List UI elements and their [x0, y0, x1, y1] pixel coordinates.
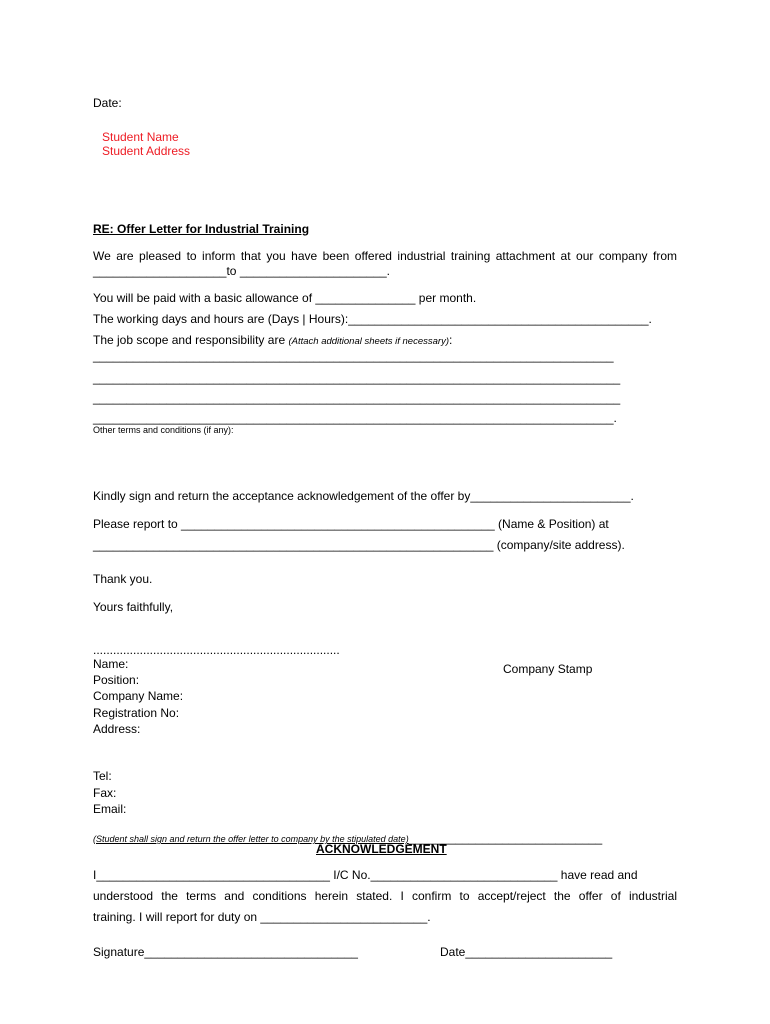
signature-line: Signature________________________________ — [93, 945, 358, 959]
allowance-line: You will be paid with a basic allowance of _______________ per month. — [93, 291, 477, 305]
job-scope-note: (Attach additional sheets if necessary) — [288, 336, 449, 347]
job-scope-label: The job scope and responsibility are — [93, 333, 289, 347]
other-terms-label: Other terms and conditions (if any): — [93, 425, 234, 435]
signer-name-label: Name: — [93, 657, 129, 671]
acknowledgement-line-2: understood the terms and conditions herein stated. I confirm to accept/reject the offer of industrial — [93, 889, 677, 903]
date-line: Date______________________ — [440, 945, 613, 959]
acknowledgement-line-3: training. I will report for duty on _________________________. — [93, 910, 431, 924]
job-scope-blank-2: _______________________________________________________________________________ — [93, 371, 621, 385]
signer-fax-label: Fax: — [93, 786, 117, 800]
student-name: Student Name — [102, 130, 179, 144]
signer-email-label: Email: — [93, 802, 127, 816]
job-scope-blank-4: ______________________________________________________________________________. — [93, 411, 617, 425]
yours-faithfully: Yours faithfully, — [93, 600, 174, 614]
job-scope-colon: : — [448, 333, 453, 347]
acceptance-line: Kindly sign and return the acceptance acknowledgement of the offer by________________________. — [93, 489, 634, 503]
signer-position-label: Position: — [93, 673, 140, 687]
signature-dots: .......................................................................... — [93, 643, 340, 657]
date-label: Date: — [93, 96, 122, 110]
student-address: Student Address — [102, 144, 191, 158]
job-scope-blank-1: ______________________________________________________________________________ — [93, 349, 614, 363]
thank-you: Thank you. — [93, 572, 153, 586]
report-line-1: Please report to _______________________________________________ (Name & Position) at — [93, 517, 609, 531]
intro-line-1: We are pleased to inform that you have been offered industrial training attachment at our company from — [93, 249, 677, 263]
student-note: (Student shall sign and return the offer letter to company by the stipulated date) — [93, 834, 409, 844]
company-stamp-label: Company Stamp — [503, 662, 593, 676]
intro-line-2: ____________________to ______________________. — [93, 264, 390, 278]
job-scope-blank-3: _______________________________________________________________________________ — [93, 391, 621, 405]
signer-tel-label: Tel: — [93, 769, 112, 783]
signer-registration-label: Registration No: — [93, 706, 180, 720]
signer-address-label: Address: — [93, 722, 141, 736]
working-days-line: The working days and hours are (Days | Hours):_____________________________________________. — [93, 312, 652, 326]
student-note-tail: _____________________________ — [408, 831, 603, 845]
subject-heading: RE: Offer Letter for Industrial Training — [93, 222, 310, 236]
signer-company-name-label: Company Name: — [93, 689, 184, 703]
job-scope-line — [93, 334, 452, 347]
report-line-2: ____________________________________________________________ (company/site address). — [93, 538, 625, 552]
acknowledgement-title: ACKNOWLEDGEMENT — [316, 842, 447, 856]
acknowledgement-line-1: I___________________________________ I/C No.____________________________ have read and — [93, 868, 638, 882]
